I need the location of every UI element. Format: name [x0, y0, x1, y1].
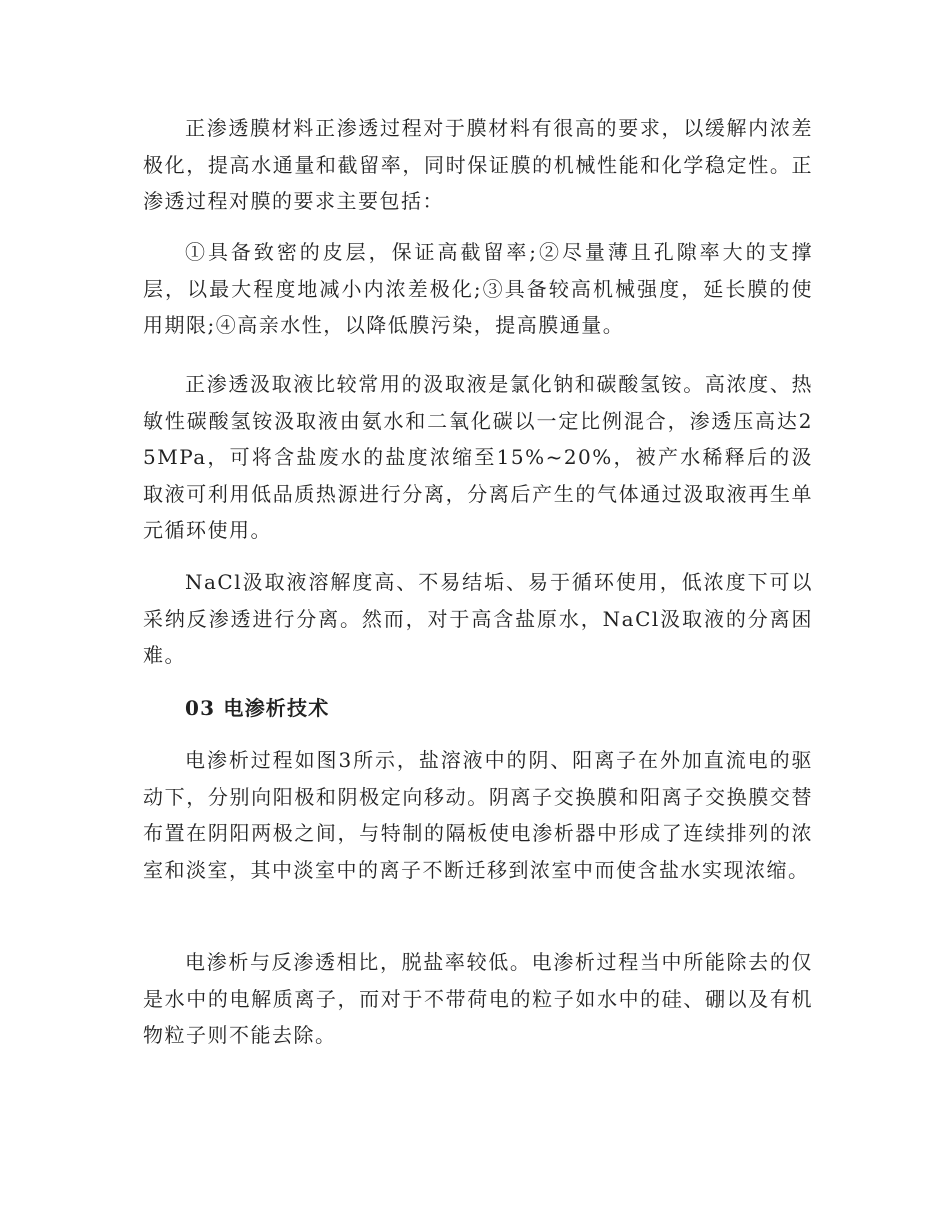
paragraph-membrane-requirements: ①具备致密的皮层，保证高截留率;②尽量薄且孔隙率大的支撑层，以最大程度地减小内浓差极化;③具备较高机械强度，延长膜的使用期限;④高亲水性，以降低膜污染，提高膜通量。: [143, 240, 813, 337]
paragraph-electrodialysis-process: 电渗析过程如图3所示，盐溶液中的阴、阳离子在外加直流电的驱动下，分别向阳极和阴极定向移动。阴离子交换膜和阳离子交换膜交替布置在阴阳两极之间，与特制的隔板使电渗析器中形成了连续排列的浓室和淡室，其中淡室中的离子不断迁移到浓室中而使含盐水实现浓缩。: [143, 748, 813, 882]
paragraph-nacl-draw-solution: NaCl汲取液溶解度高、不易结垢、易于循环使用，低浓度下可以采纳反渗透进行分离。然而，对于高含盐原水，NaCl汲取液的分离困难。: [143, 570, 813, 667]
paragraph-forward-osmosis-membrane: 正渗透膜材料正渗透过程对于膜材料有很高的要求，以缓解内浓差极化，提高水通量和截留率，同时保证膜的机械性能和化学稳定性。正渗透过程对膜的要求主要包括：: [143, 116, 813, 213]
paragraph-draw-solution: 正渗透汲取液比较常用的汲取液是氯化钠和碳酸氢铵。高浓度、热敏性碳酸氢铵汲取液由氨水和二氧化碳以一定比例混合，渗透压高达25MPa，可将含盐废水的盐度浓缩至15%~20%，被产水稀释后的汲取液可利用低品质热源进行分离，分离后产生的气体通过汲取液再生单元循环使用。: [143, 372, 813, 542]
paragraph-electrodialysis-comparison: 电渗析与反渗透相比，脱盐率较低。电渗析过程当中所能除去的仅是水中的电解质离子，而对于不带荷电的粒子如水中的硅、硼以及有机物粒子则不能去除。: [143, 950, 813, 1047]
section-heading-electrodialysis: 03 电渗析技术: [185, 696, 330, 720]
